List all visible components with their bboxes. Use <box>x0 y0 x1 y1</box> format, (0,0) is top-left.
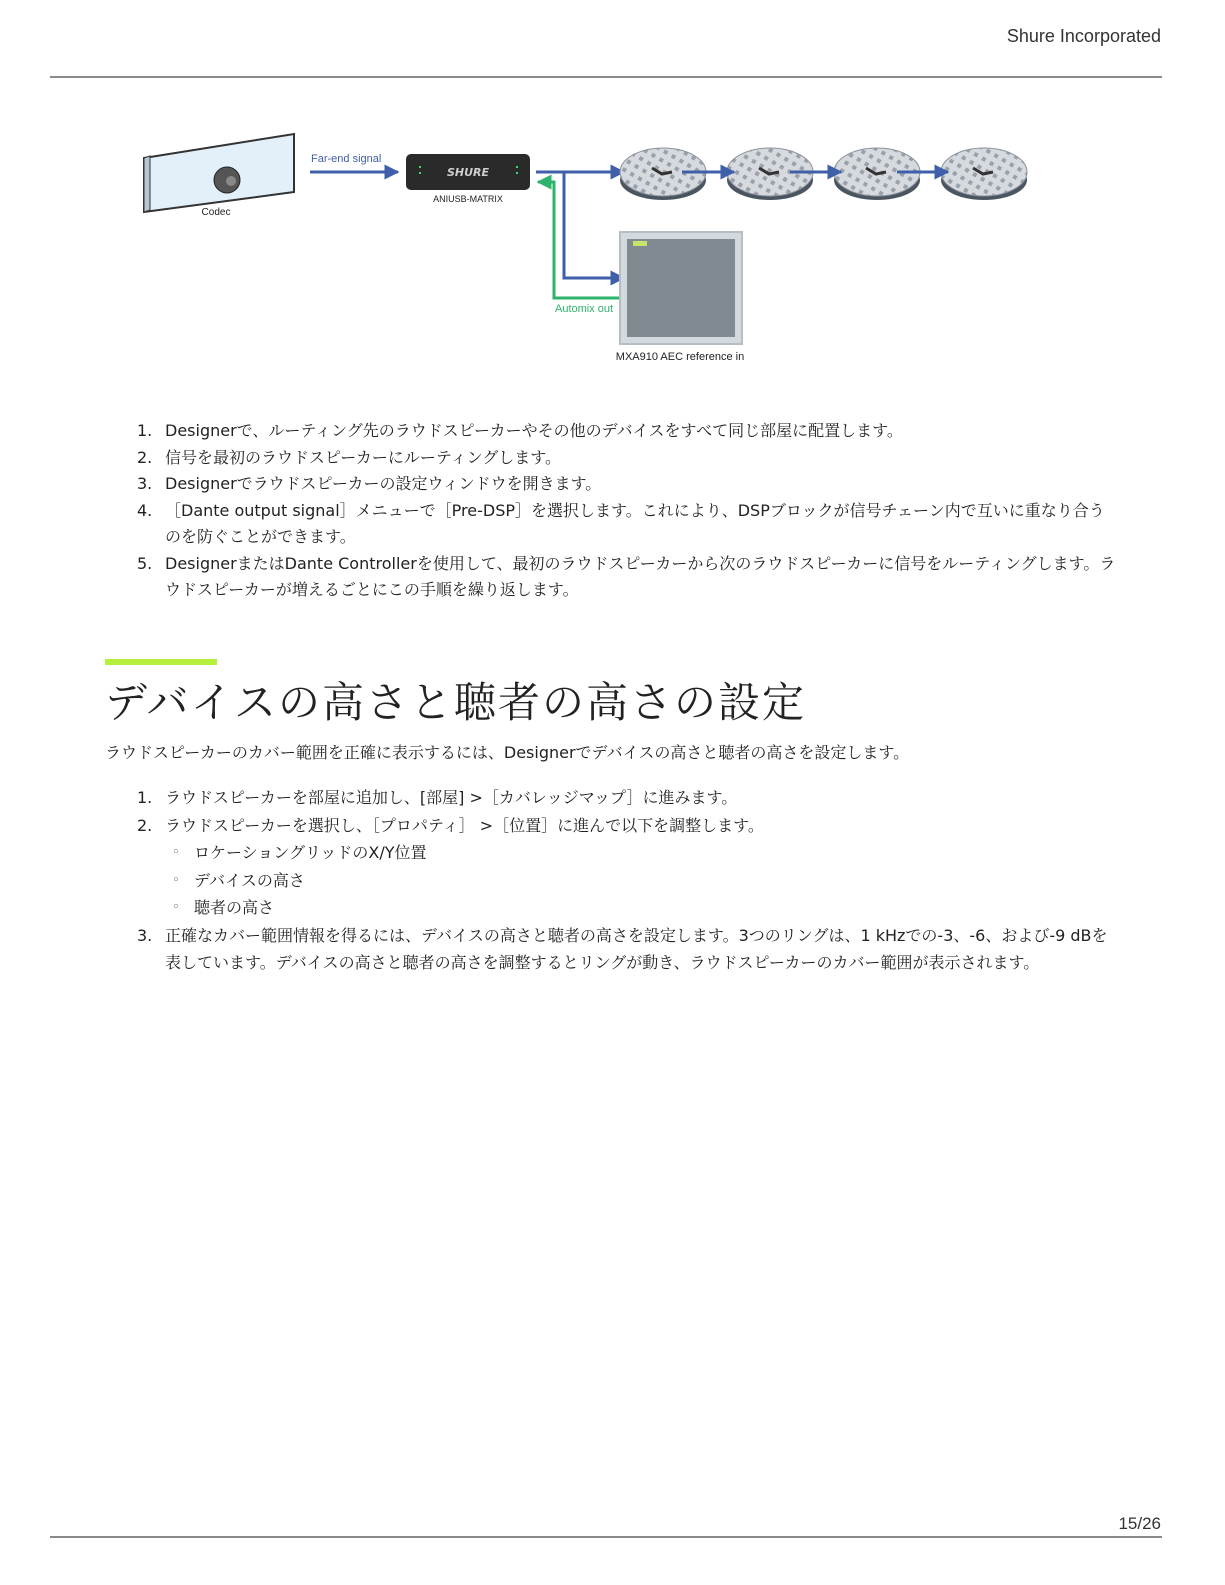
height-steps <box>128 784 1118 977</box>
routing-step <box>128 418 1118 445</box>
signal-routing-diagram <box>130 120 1050 380</box>
loudspeaker-3 <box>834 148 920 200</box>
routing-step <box>128 445 1118 472</box>
automix-label: Automix out <box>555 303 614 315</box>
adjust-sublist <box>165 839 1118 922</box>
sub-item <box>165 894 1118 922</box>
aniusb-matrix-device <box>406 154 530 190</box>
sub-item-text: ロケーショングリッドのX/Y位置 <box>194 843 427 862</box>
codec-label: Codec <box>201 207 231 218</box>
sub-item <box>165 867 1118 895</box>
height-step <box>128 922 1118 977</box>
step-number: 5. <box>137 553 153 573</box>
section-accent-bar <box>105 659 217 665</box>
loudspeaker-1 <box>620 148 706 200</box>
codec-device <box>144 134 294 212</box>
footer-rule <box>50 1536 1162 1538</box>
step-text: ［Dante output signal］メニューで［Pre-DSP］を選択します。これにより、DSPブロックが信号チェーン内で互いに重なり合うのを防ぐことができます。 <box>165 500 1105 546</box>
step-text: Designerでラウドスピーカーの設定ウィンドウを開きます。 <box>165 474 602 493</box>
mxa910-device <box>620 232 742 344</box>
step-number: 1. <box>137 788 153 807</box>
step-text: 信号を最初のラウドスピーカーにルーティングします。 <box>165 447 562 467</box>
sub-bullet: ◦ <box>172 872 180 888</box>
step-number: 3. <box>137 474 153 493</box>
step-number: 2. <box>137 815 153 835</box>
far-end-label: Far-end signal <box>311 153 382 165</box>
step-text: Designerで、ルーティング先のラウドスピーカーやその他のデバイスをすべて同じ部屋に配置します。 <box>165 421 903 440</box>
sub-item-text: デバイスの高さ <box>194 870 305 890</box>
sub-item <box>165 839 1118 867</box>
step-text: ラウドスピーカーを部屋に追加し、[部屋] >［カバレッジマップ］に進みます。 <box>165 788 738 807</box>
matrix-label: ANIUSB-MATRIX <box>433 194 503 204</box>
step-number: 2. <box>137 447 153 467</box>
step-number: 4. <box>137 500 153 520</box>
header-company: Shure Incorporated <box>1006 26 1161 46</box>
section-intro: ラウドスピーカーのカバー範囲を正確に表示するには、Designerでデバイスの高さと聴者の高さを設定します。 <box>105 743 910 762</box>
routing-steps <box>128 418 1118 604</box>
mxa910-label: MXA910 AEC reference in <box>615 351 745 363</box>
sub-item-text: 聴者の高さ <box>194 898 275 917</box>
step-text: ラウドスピーカーを選択し、［プロパティ］ >［位置］に進んで以下を調整します。 <box>165 815 764 835</box>
height-step <box>128 812 1118 922</box>
automix-return-arrow <box>538 182 620 298</box>
header-rule <box>50 76 1162 78</box>
step-text: DesignerまたはDante Controllerを使用して、最初のラウドスピーカーから次のラウドスピーカーに信号をルーティングします。ラウドスピーカーが増えるごとにこの手順を繰り返します。 <box>165 553 1116 599</box>
loudspeaker-2 <box>727 148 813 200</box>
page-number: 15/26 <box>1118 1514 1161 1533</box>
step-text: 正確なカバー範囲情報を得るには、デバイスの高さと聴者の高さを設定します。3つのリングは、1 kHzでの-3、-6、および-9 dBを表しています。デバイスの高さと聴者の高さを調整するとリングが動き、ラウドスピーカーのカバー範囲が表示されます。 <box>165 925 1108 972</box>
loudspeaker-4 <box>941 148 1027 200</box>
routing-step <box>128 551 1118 604</box>
step-number: 1. <box>137 421 153 440</box>
height-step <box>128 784 1118 812</box>
matrix-brand: SHURE <box>446 166 490 179</box>
routing-step <box>128 471 1118 498</box>
section-title: デバイスの高さと聴者の高さの設定 <box>105 678 807 727</box>
aec-feed-arrow <box>564 172 624 278</box>
sub-bullet: ◦ <box>172 845 180 860</box>
sub-bullet: ◦ <box>172 900 180 915</box>
step-number: 3. <box>137 925 153 945</box>
routing-step <box>128 498 1118 551</box>
